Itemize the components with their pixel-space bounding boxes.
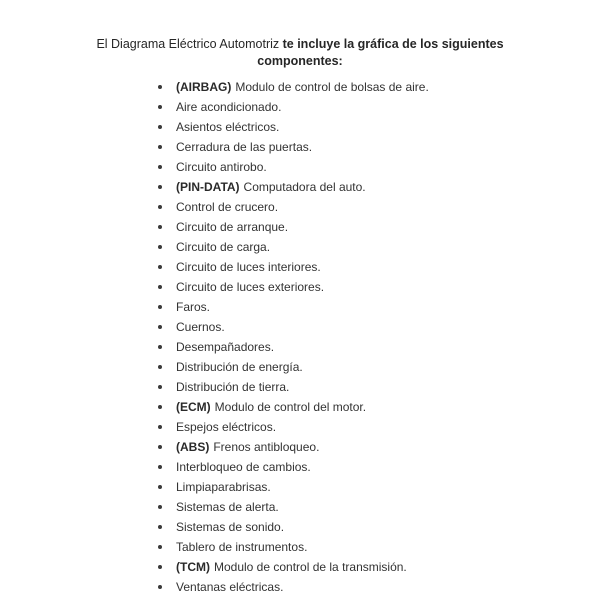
- bullet-icon: [158, 305, 162, 309]
- component-label: Modulo de control de bolsas de aire.: [235, 80, 429, 94]
- component-code: (PIN-DATA): [176, 180, 240, 194]
- component-label: Distribución de energía.: [176, 360, 303, 374]
- component-label: Interbloqueo de cambios.: [176, 460, 311, 474]
- list-item: [158, 177, 578, 197]
- component-code: (ABS): [176, 440, 210, 454]
- component-label: Asientos eléctricos.: [176, 120, 280, 134]
- component-label: Frenos antibloqueo.: [213, 440, 320, 454]
- list-item: [158, 417, 578, 437]
- component-label: Circuito de carga.: [176, 240, 271, 254]
- intro-heading-bold: te incluye la gráfica de los siguientes componentes:: [257, 37, 504, 68]
- component-label: Desempañadores.: [176, 340, 275, 354]
- component-code: (ECM): [176, 400, 211, 414]
- component-label: Computadora del auto.: [243, 180, 366, 194]
- bullet-icon: [158, 365, 162, 369]
- list-item: [158, 557, 578, 577]
- component-label: Circuito de luces interiores.: [176, 260, 321, 274]
- bullet-icon: [158, 285, 162, 289]
- component-label: Espejos eléctricos.: [176, 420, 277, 434]
- list-item: [158, 577, 578, 597]
- bullet-icon: [158, 325, 162, 329]
- component-label: Faros.: [176, 300, 211, 314]
- bullet-icon: [158, 205, 162, 209]
- list-item: [158, 397, 578, 417]
- bullet-icon: [158, 245, 162, 249]
- component-label: Cuernos.: [176, 320, 225, 334]
- bullet-icon: [158, 265, 162, 269]
- list-item: [158, 157, 578, 177]
- component-code: (TCM): [176, 560, 210, 574]
- component-label: Limpiaparabrisas.: [176, 480, 271, 494]
- list-item: [158, 297, 578, 317]
- intro-heading: [90, 36, 510, 70]
- bullet-icon: [158, 485, 162, 489]
- list-item: [158, 457, 578, 477]
- component-label: Sistemas de alerta.: [176, 500, 279, 514]
- bullet-icon: [158, 525, 162, 529]
- component-label: Modulo de control del motor.: [214, 400, 367, 414]
- list-item: [158, 137, 578, 157]
- bullet-icon: [158, 585, 162, 589]
- component-code: (AIRBAG): [176, 80, 232, 94]
- component-label: Sistemas de sonido.: [176, 520, 285, 534]
- bullet-icon: [158, 185, 162, 189]
- bullet-icon: [158, 545, 162, 549]
- bullet-icon: [158, 105, 162, 109]
- list-item: [158, 337, 578, 357]
- list-item: [158, 517, 578, 537]
- component-label: Distribución de tierra.: [176, 380, 290, 394]
- bullet-icon: [158, 225, 162, 229]
- component-label: Circuito de arranque.: [176, 220, 289, 234]
- intro-heading-plain: El Diagrama Eléctrico Automotriz: [96, 37, 280, 51]
- bullet-icon: [158, 405, 162, 409]
- bullet-icon: [158, 165, 162, 169]
- list-item: [158, 477, 578, 497]
- bullet-icon: [158, 125, 162, 129]
- list-item: [158, 117, 578, 137]
- bullet-icon: [158, 345, 162, 349]
- list-item: [158, 357, 578, 377]
- list-item: [158, 277, 578, 297]
- component-label: Cerradura de las puertas.: [176, 140, 313, 154]
- bullet-icon: [158, 385, 162, 389]
- component-label: Ventanas eléctricas.: [176, 580, 284, 594]
- list-item: [158, 377, 578, 397]
- bullet-icon: [158, 565, 162, 569]
- component-label: Circuito de luces exteriores.: [176, 280, 325, 294]
- list-item: [158, 497, 578, 517]
- list-item: [158, 437, 578, 457]
- bullet-icon: [158, 505, 162, 509]
- component-label: Circuito antirobo.: [176, 160, 267, 174]
- bullet-icon: [158, 445, 162, 449]
- component-label: Tablero de instrumentos.: [176, 540, 308, 554]
- list-item: [158, 197, 578, 217]
- component-list: [158, 77, 578, 597]
- list-item: [158, 217, 578, 237]
- bullet-icon: [158, 145, 162, 149]
- component-label: Aire acondicionado.: [176, 100, 282, 114]
- list-item: [158, 537, 578, 557]
- bullet-icon: [158, 425, 162, 429]
- bullet-icon: [158, 465, 162, 469]
- component-label: Control de crucero.: [176, 200, 279, 214]
- component-label: Modulo de control de la transmisión.: [213, 560, 407, 574]
- list-item: [158, 77, 578, 97]
- list-item: [158, 317, 578, 337]
- list-item: [158, 257, 578, 277]
- list-item: [158, 237, 578, 257]
- list-item: [158, 97, 578, 117]
- bullet-icon: [158, 85, 162, 89]
